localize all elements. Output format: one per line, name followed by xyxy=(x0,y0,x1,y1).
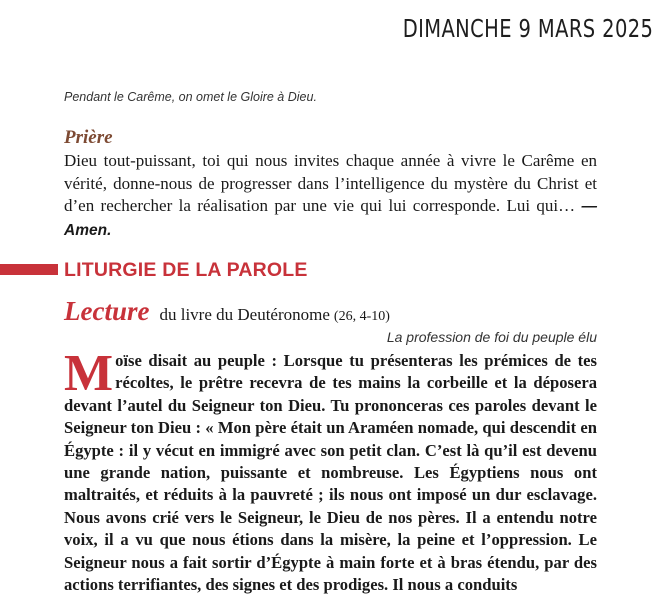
section-marker-bar xyxy=(0,264,58,275)
section-heading: LITURGIE DE LA PAROLE xyxy=(64,259,308,281)
lecture-text xyxy=(64,345,597,596)
lecture-body: oïse disait au peuple : Lorsque tu présenteras les prémices de tes récoltes, le prêtre recevra de tes mains la corbeille et la déposera devant l’autel du Seigneur ton Dieu. Tu prononceras ces paroles devant le Seigneur ton Dieu : « Mon père était un Araméen nomade, qui descendit en Égypte : il y vécut en immigré avec son petit clan. C’est là qu’il est devenu une grande nation, puissante et nombreuse. Les Égyptiens nous ont maltraités, et réduits à la pauvreté ; ils nous ont imposé un dur esclavage. Nous avons crié vers le Seigneur, le Dieu de nos pères. Il a entendu notre voix, il a vu que nous étions dans la misère, la peine et l’oppression. Le Seigneur nous a fait sortir d’Égypte à main forte et à bras étendu, par des actions terrifiantes, des signes et des prodiges. Il nous a conduits xyxy=(64,351,597,595)
drop-cap: M xyxy=(64,345,114,402)
rubric-note: Pendant le Carême, on omet le Gloire à Dieu. xyxy=(64,90,317,104)
lecture-source: du livre du Deutéronome xyxy=(159,305,330,324)
page-date: DIMANCHE 9 MARS 2025 xyxy=(402,14,653,43)
priere-heading: Prière xyxy=(64,127,113,148)
priere-text: Dieu tout-puissant, toi qui nous invites chaque année à vivre le Carême en vérité, donne-nous de progresser dans l’intelligence du mystère du Christ et d’en rechercher la réalisation par une vie qui lui corresponde. Lui qui… xyxy=(64,151,597,216)
lecture-label: Lecture xyxy=(64,296,150,326)
lecture-heading xyxy=(64,296,390,327)
lecture-subtitle: La profession de foi du peuple élu xyxy=(386,329,597,345)
priere-amen: — Amen. xyxy=(64,198,597,239)
priere-body xyxy=(64,150,597,242)
lecture-reference: (26, 4-10) xyxy=(333,309,390,324)
